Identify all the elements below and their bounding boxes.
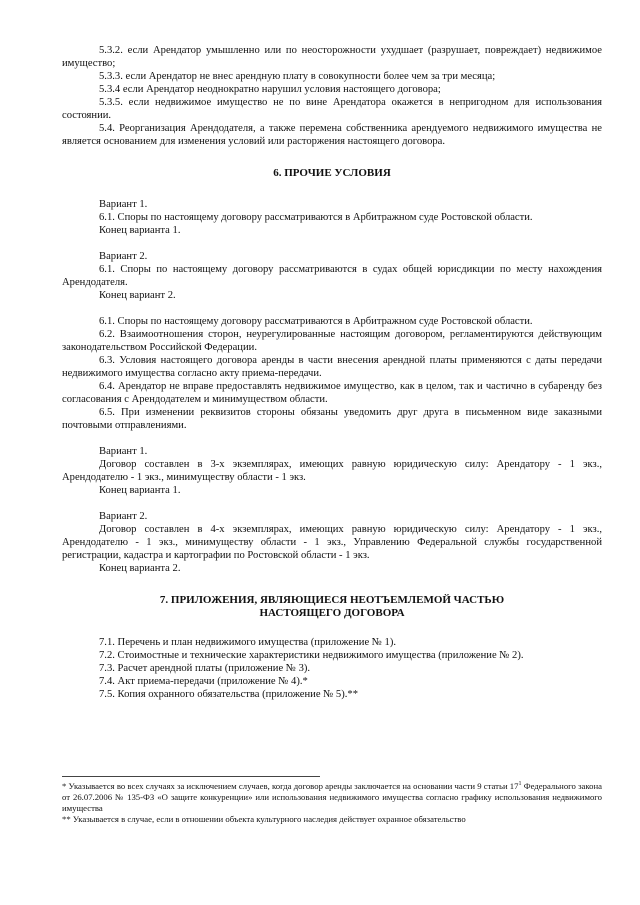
- clause-6-1-variant-2: 6.1. Споры по настоящему договору рассматриваются в судах общей юрисдикции по месту нахождения Арендодателя.: [62, 264, 602, 288]
- footnote-2: ** Указывается в случае, если в отношении объекта культурного наследия действует охранное обязательство: [62, 814, 466, 824]
- section-5-tail: [62, 44, 602, 148]
- appendix-item-3: 7.3. Расчет арендной платы (приложение № 3).: [99, 663, 311, 674]
- footnotes: [62, 776, 602, 825]
- clause-6-5: 6.5. При изменении реквизитов стороны обязаны уведомить друг друга в письменном виде заказными почтовыми отправлениями.: [62, 407, 602, 431]
- clause-5-3-3: 5.3.3. если Арендатор не внес арендную плату в совокупности более чем за три месяца;: [99, 71, 496, 82]
- section-7-heading-line2: НАСТОЯЩЕГО ДОГОВОРА: [259, 607, 405, 619]
- clause-5-3-4: 5.3.4 если Арендатор неоднократно нарушил условия настоящего договора;: [99, 84, 441, 95]
- variant-end: Конец варианта 2.: [99, 563, 181, 574]
- copies-variant-1: [62, 445, 602, 497]
- clause-5-3-2: 5.3.2. если Арендатор умышленно или по неосторожности ухудшает (разрушает, повреждает) недвижимое имущество;: [62, 45, 602, 69]
- variant-label: Вариант 1.: [99, 446, 148, 457]
- section-6-variant-2: [62, 250, 602, 302]
- footnote-1-text-b: Федерального закона от 26.07.2006 № 135-ФЗ «О защите конкуренции» или использования недвижимого имущества согласно графику использования недвижимого имущества: [62, 781, 602, 813]
- footnote-1-text-a: * Указывается во всех случаях за исключением случаев, когда договор аренды заключается на основании части 9 статьи 17: [62, 781, 519, 791]
- appendix-item-5: 7.5. Копия охранного обязательства (приложение № 5).**: [99, 689, 359, 700]
- section-7-list: [62, 636, 602, 701]
- clause-6-2: 6.2. Взаимоотношения сторон, неурегулированные настоящим договором, регламентируются действующим законодательством Российской Федерации.: [62, 329, 602, 353]
- variant-label: Вариант 2.: [99, 511, 148, 522]
- clause-6-4: 6.4. Арендатор не вправе предоставлять недвижимое имущество, как в целом, так и частично в субаренду без согласования с Арендодателем и минимуществом области.: [62, 381, 602, 405]
- section-6-heading: 6. ПРОЧИЕ УСЛОВИЯ: [273, 167, 391, 179]
- section-6-variant-1: [62, 198, 602, 237]
- variant-label: Вариант 2.: [99, 251, 148, 262]
- footnote-1: [62, 781, 602, 814]
- clause-5-3-5: 5.3.5. если недвижимое имущество не по вине Арендатора окажется в непригодном для использования состоянии.: [62, 97, 602, 121]
- footnote-divider: [62, 776, 320, 777]
- variant-label: Вариант 1.: [99, 199, 148, 210]
- copies-text: Договор составлен в 4-х экземплярах, имеющих равную юридическую силу: Арендатору - 1 экз., Арендодателю - 1 экз., минимуществу области - 1 экз., Управлению Федеральной службы государственной регистрации, кадастра и картографии по Ростовской области - 1 экз.: [62, 524, 602, 561]
- variant-end: Конец вариант 2.: [99, 290, 176, 301]
- clause-5-4: 5.4. Реорганизация Арендодателя, а также перемена собственника арендуемого недвижимого имущества не является основанием для изменения условий или расторжения настоящего договора.: [62, 123, 602, 147]
- footnote-1-superscript: 1: [518, 781, 522, 788]
- section-7-heading: [62, 594, 602, 620]
- clause-6-1: 6.1. Споры по настоящему договору рассматриваются в Арбитражном суде Ростовской области.: [99, 316, 533, 327]
- variant-end: Конец варианта 1.: [99, 225, 181, 236]
- section-6-clauses: [62, 315, 602, 432]
- section-7-heading-line1: 7. ПРИЛОЖЕНИЯ, ЯВЛЯЮЩИЕСЯ НЕОТЪЕМЛЕМОЙ ЧАСТЬЮ: [159, 594, 505, 606]
- copies-text: Договор составлен в 3-х экземплярах, имеющих равную юридическую силу: Арендатору - 1 экз., Арендодателю - 1 экз., минимуществу области - 1 экз.: [62, 459, 602, 483]
- clause-6-3: 6.3. Условия настоящего договора аренды в части внесения арендной платы применяются с даты передачи недвижимого имущества согласно акту приема-передачи.: [62, 355, 602, 379]
- document-page: [62, 44, 602, 701]
- appendix-item-2: 7.2. Стоимостные и технические характеристики недвижимого имущества (приложение № 2).: [99, 650, 524, 661]
- copies-variant-2: [62, 510, 602, 575]
- clause-6-1-variant-1: 6.1. Споры по настоящему договору рассматриваются в Арбитражном суде Ростовской области.: [99, 212, 533, 223]
- appendix-item-1: 7.1. Перечень и план недвижимого имущества (приложение № 1).: [99, 637, 397, 648]
- appendix-item-4: 7.4. Акт приема-передачи (приложение № 4).*: [99, 676, 308, 687]
- variant-end: Конец варианта 1.: [99, 485, 181, 496]
